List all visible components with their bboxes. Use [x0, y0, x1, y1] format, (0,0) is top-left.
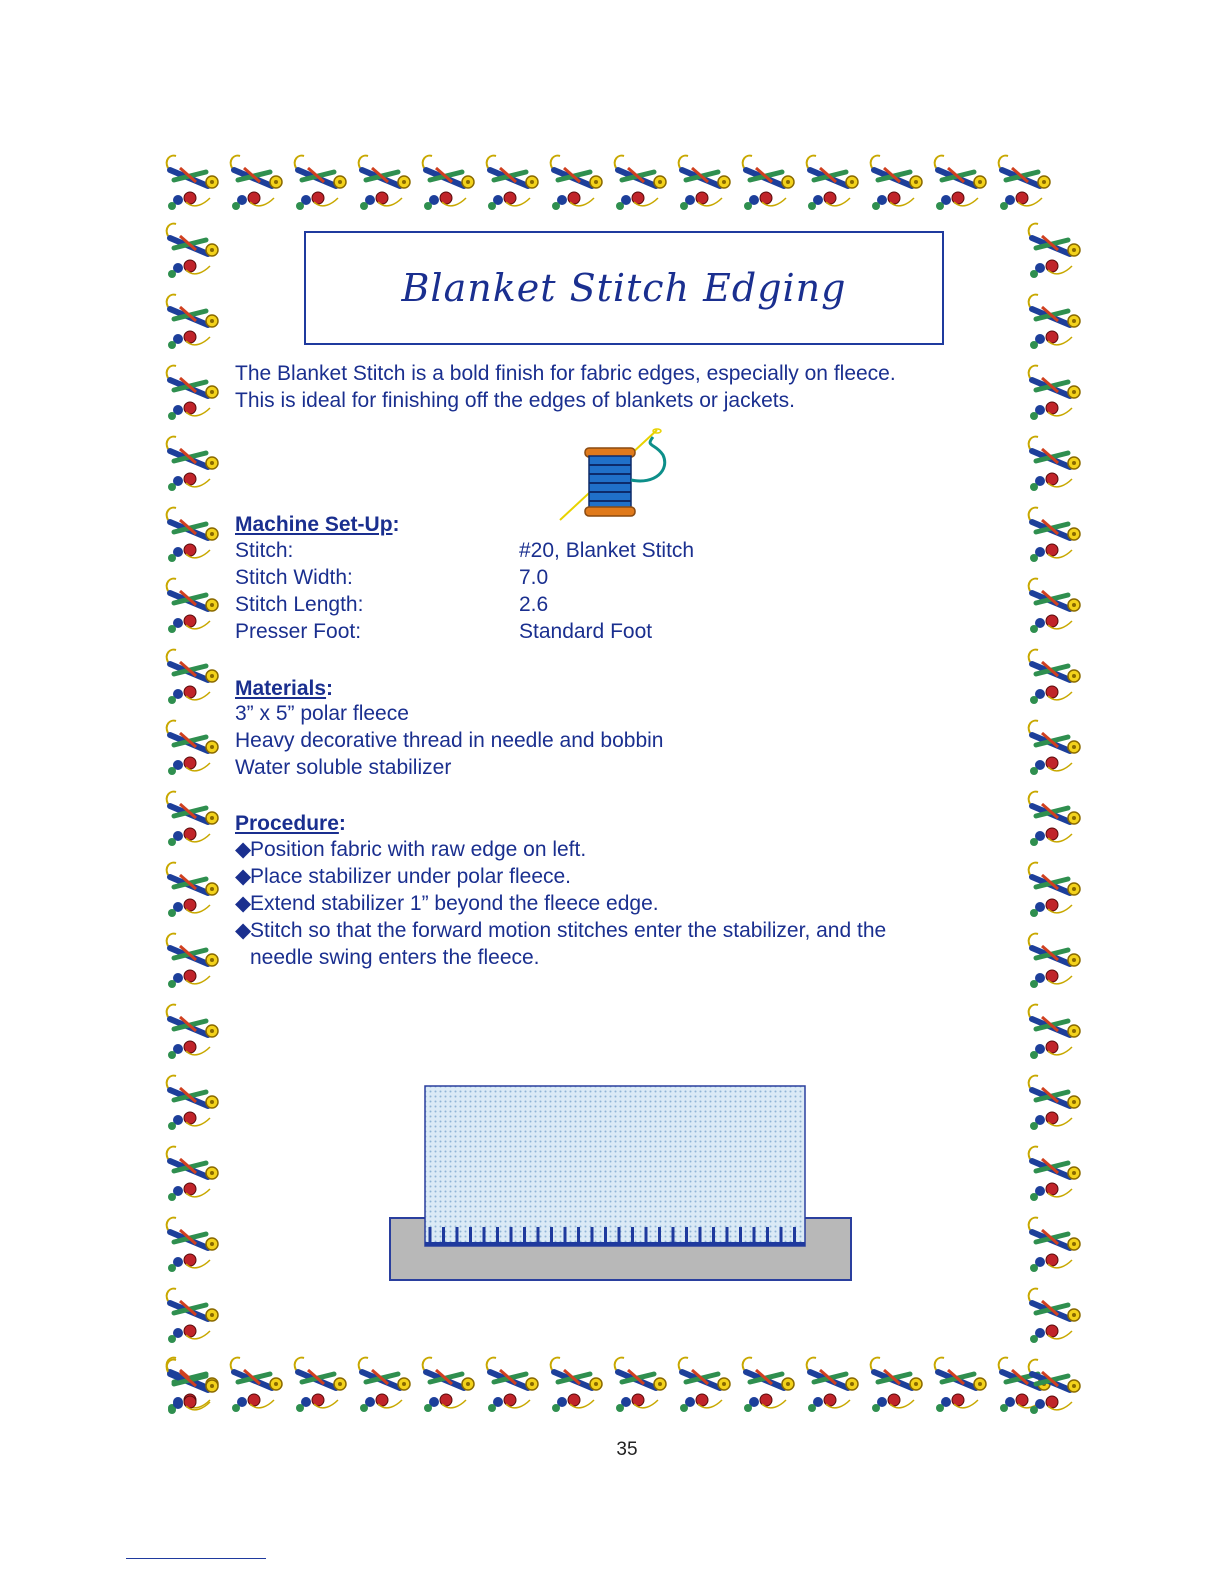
- setup-value-foot: Standard Foot: [519, 620, 653, 643]
- scissors-thread-icon: [160, 1354, 224, 1425]
- intro-line-1: The Blanket Stitch is a bold finish for fabric edges, especially on fleece.: [235, 362, 896, 385]
- scissors-thread-icon: [160, 150, 224, 221]
- scissors-thread-icon: [160, 431, 224, 502]
- fleece: [425, 1086, 805, 1246]
- procedure-step: ◆Position fabric with raw edge on left.: [235, 836, 586, 864]
- materials-item: Water soluble stabilizer: [235, 756, 452, 779]
- scissors-thread-icon: [672, 150, 736, 221]
- intro-line-2: This is ideal for finishing off the edges of blankets or jackets.: [235, 389, 795, 412]
- scissors-thread-icon: [1022, 715, 1086, 786]
- scissors-thread-icon: [1022, 360, 1086, 431]
- scissors-thread-icon: [1022, 431, 1086, 502]
- scissors-thread-icon: [352, 150, 416, 221]
- setup-value-stitch: #20, Blanket Stitch: [519, 539, 695, 562]
- scissors-thread-icon: [864, 150, 928, 221]
- scissors-thread-icon: [160, 1283, 224, 1354]
- scissors-thread-icon: [160, 644, 224, 715]
- scissors-thread-icon: [416, 1352, 480, 1423]
- border-left: [160, 218, 224, 1425]
- scissors-thread-icon: [544, 150, 608, 221]
- machine-setup-heading: Machine Set-Up:: [235, 513, 400, 536]
- procedure-heading: Procedure:: [235, 812, 346, 835]
- scissors-thread-icon: [1022, 857, 1086, 928]
- setup-value-width: 7.0: [519, 566, 549, 589]
- scissors-thread-icon: [800, 150, 864, 221]
- setup-label-stitch: Stitch:: [235, 539, 294, 562]
- scissors-thread-icon: [1022, 289, 1086, 360]
- scissors-thread-icon: [480, 1352, 544, 1423]
- scissors-thread-icon: [160, 1070, 224, 1141]
- materials-item: 3” x 5” polar fleece: [235, 702, 409, 725]
- bullet-icon: ◆: [235, 838, 252, 861]
- scissors-thread-icon: [160, 999, 224, 1070]
- scissors-thread-icon: [736, 150, 800, 221]
- procedure-step: ◆Extend stabilizer 1” beyond the fleece edge.: [235, 890, 659, 918]
- scissors-thread-icon: [1022, 1141, 1086, 1212]
- materials-item: Heavy decorative thread in needle and bobbin: [235, 729, 664, 752]
- scissors-thread-icon: [288, 150, 352, 221]
- scissors-thread-icon: [352, 1352, 416, 1423]
- bullet-icon: ◆: [235, 892, 252, 915]
- title-box: [304, 231, 944, 345]
- scissors-thread-icon: [736, 1352, 800, 1423]
- scissors-thread-icon: [1022, 502, 1086, 573]
- setup-label-foot: Presser Foot:: [235, 620, 362, 643]
- scissors-thread-icon: [288, 1352, 352, 1423]
- scissors-thread-icon: [160, 928, 224, 999]
- scissors-thread-icon: [1022, 1212, 1086, 1283]
- scissors-thread-icon: [1022, 928, 1086, 999]
- scissors-thread-icon: [992, 150, 1056, 221]
- scissors-thread-icon: [160, 786, 224, 857]
- scissors-thread-icon: [160, 715, 224, 786]
- scissors-thread-icon: [160, 857, 224, 928]
- scissors-thread-icon: [1022, 786, 1086, 857]
- setup-value-length: 2.6: [519, 593, 549, 616]
- scissors-thread-icon: [224, 150, 288, 221]
- page-number: 35: [616, 1439, 638, 1460]
- scissors-thread-icon: [480, 150, 544, 221]
- blanket-stitch-illustration: [388, 1084, 854, 1284]
- footer-rule: [126, 1558, 266, 1559]
- border-top: [160, 150, 1056, 221]
- scissors-thread-icon: [160, 1141, 224, 1212]
- scissors-thread-icon: [160, 502, 224, 573]
- scissors-thread-icon: [608, 150, 672, 221]
- scissors-thread-icon: [1022, 218, 1086, 289]
- procedure-step-continued: needle swing enters the fleece.: [250, 946, 540, 969]
- scissors-thread-icon: [416, 150, 480, 221]
- scissors-thread-icon: [160, 360, 224, 431]
- scissors-thread-icon: [672, 1352, 736, 1423]
- bullet-icon: ◆: [235, 919, 252, 942]
- scissors-thread-icon: [800, 1352, 864, 1423]
- scissors-thread-icon: [864, 1352, 928, 1423]
- setup-label-length: Stitch Length:: [235, 593, 364, 616]
- scissors-thread-icon: [928, 1352, 992, 1423]
- thread-spool-icon: [555, 425, 675, 525]
- setup-label-width: Stitch Width:: [235, 566, 353, 589]
- border-bottom: [160, 1352, 1056, 1423]
- scissors-thread-icon: [544, 1352, 608, 1423]
- scissors-thread-icon: [1022, 1283, 1086, 1354]
- scissors-thread-icon: [1022, 1354, 1086, 1425]
- scissors-thread-icon: [928, 150, 992, 221]
- scissors-thread-icon: [160, 289, 224, 360]
- scissors-thread-icon: [1022, 573, 1086, 644]
- scissors-thread-icon: [608, 1352, 672, 1423]
- procedure-step: ◆Stitch so that the forward motion stitches enter the stabilizer, and the: [235, 917, 886, 945]
- scissors-thread-icon: [160, 573, 224, 644]
- border-right: [1022, 218, 1086, 1425]
- scissors-thread-icon: [1022, 1070, 1086, 1141]
- scissors-thread-icon: [1022, 644, 1086, 715]
- scissors-thread-icon: [160, 1212, 224, 1283]
- procedure-step: ◆Place stabilizer under polar fleece.: [235, 863, 571, 891]
- materials-heading: Materials:: [235, 677, 334, 700]
- bullet-icon: ◆: [235, 865, 252, 888]
- scissors-thread-icon: [160, 218, 224, 289]
- scissors-thread-icon: [1022, 999, 1086, 1070]
- page-title: Blanket Stitch Edging: [401, 266, 847, 310]
- scissors-thread-icon: [224, 1352, 288, 1423]
